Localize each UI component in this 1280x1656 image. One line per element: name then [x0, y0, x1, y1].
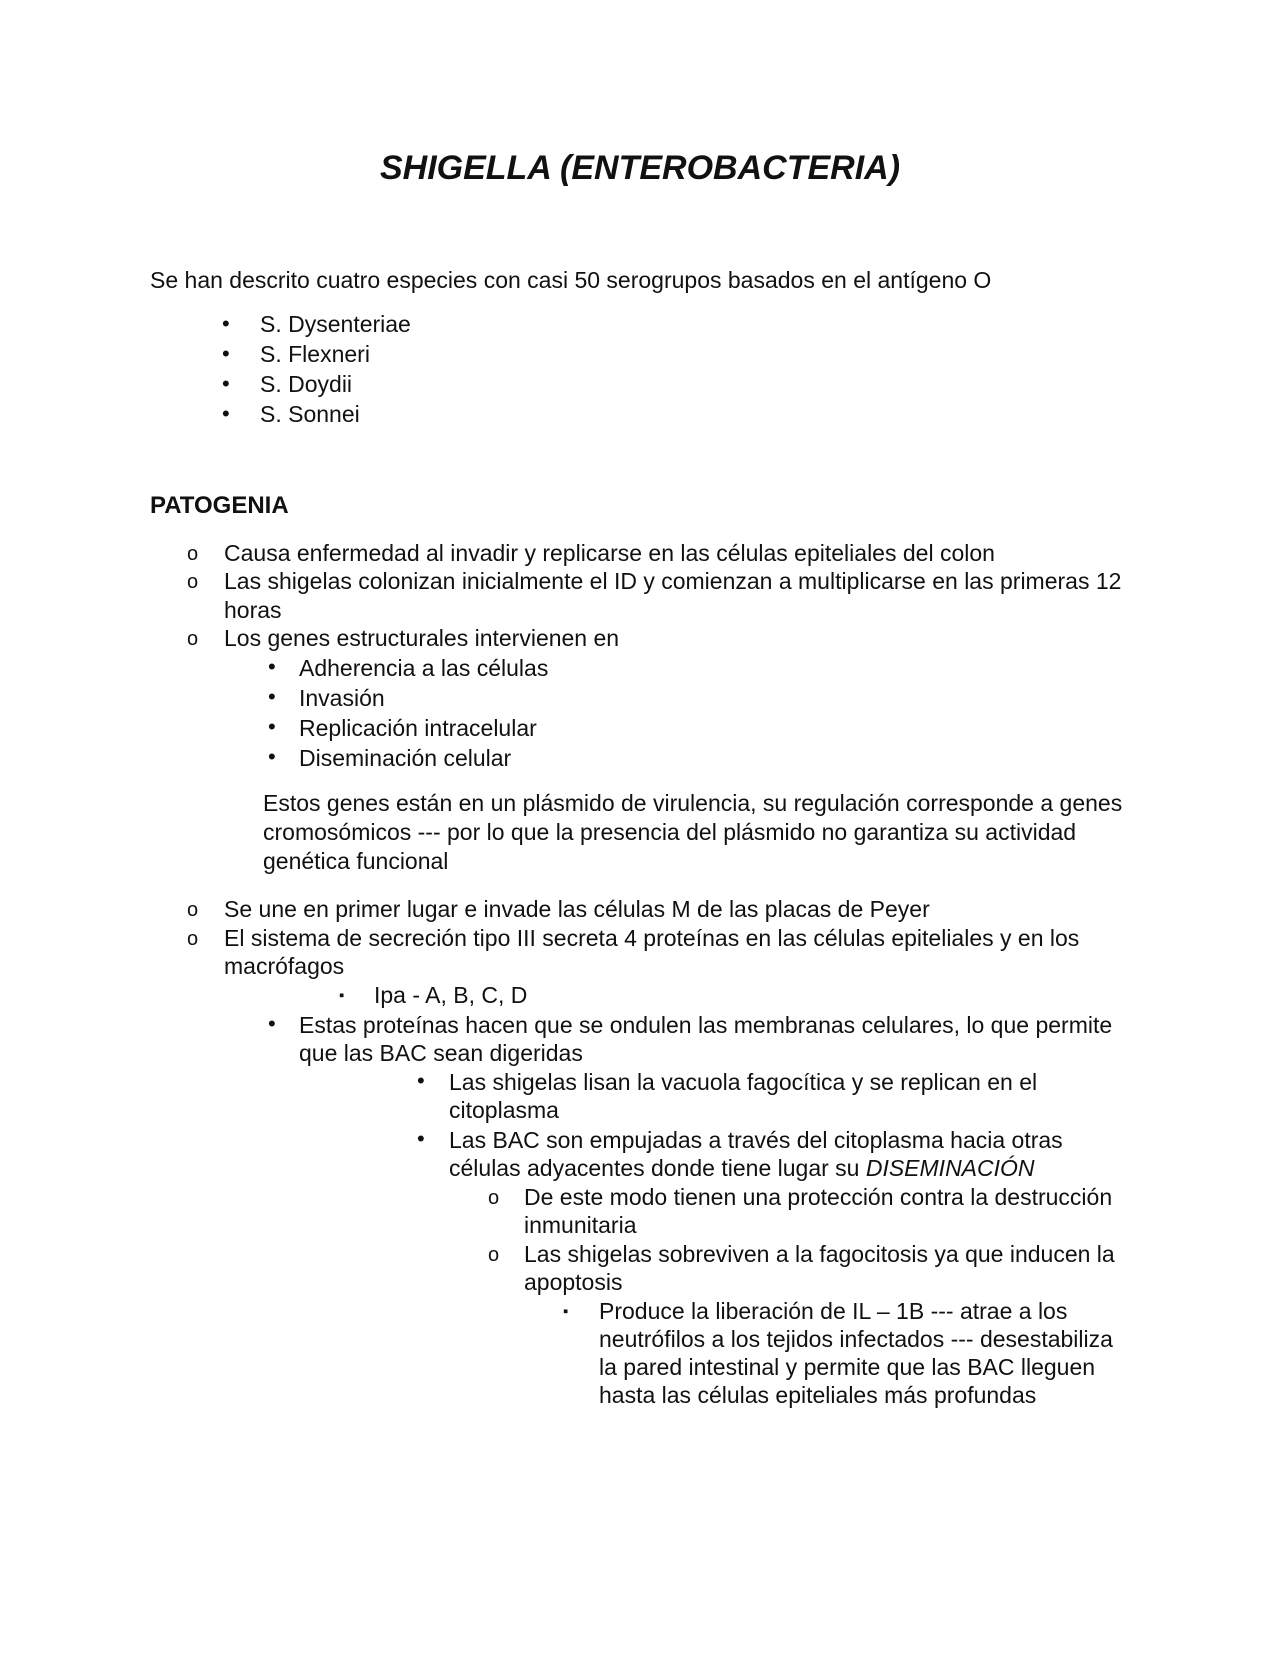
proteins-item-continuation: que las BAC sean digeridas — [299, 1040, 583, 1066]
square-bullet-icon: ▪ — [339, 987, 345, 1004]
gene-item: Diseminación celular — [299, 745, 512, 771]
circle-bullet-icon: o — [488, 1187, 500, 1209]
bullet-icon: • — [417, 1126, 425, 1151]
square-bullet-icon: ▪ — [563, 1303, 569, 1320]
plasmid-paragraph: genética funcional — [263, 848, 449, 874]
il-item-continuation: la pared intestinal y permite que las BAC lleguen — [599, 1354, 1096, 1380]
bullet-icon: • — [268, 1011, 276, 1036]
bullet-icon: • — [268, 714, 276, 739]
bullet-icon: • — [417, 1068, 425, 1093]
patogenia-item: Los genes estructurales intervienen en — [224, 625, 620, 651]
gene-item: Replicación intracelular — [299, 715, 537, 741]
sobreviven-item-continuation: apoptosis — [524, 1269, 623, 1295]
patogenia-item: Se une en primer lugar e invade las células M de las placas de Peyer — [224, 896, 930, 922]
bullet-icon: • — [268, 684, 276, 709]
document-title: SHIGELLA (ENTEROBACTERIA) — [379, 149, 901, 187]
bullet-icon: • — [222, 401, 230, 426]
lisan-item-continuation: citoplasma — [449, 1097, 559, 1123]
circle-bullet-icon: o — [488, 1244, 500, 1266]
species-item: S. Flexneri — [260, 341, 370, 367]
intro-paragraph: Se han descrito cuatro especies con casi 50 serogrupos basados en el antígeno O — [150, 267, 992, 293]
proteins-item: Estas proteínas hacen que se ondulen las membranas celulares, lo que permite — [299, 1012, 1113, 1038]
il-item: Produce la liberación de IL – 1B --- atrae a los — [599, 1298, 1068, 1324]
circle-bullet-icon: o — [187, 928, 199, 950]
bullet-icon: • — [222, 341, 230, 366]
gene-item: Adherencia a las células — [299, 655, 549, 681]
bac-item-continuation — [449, 1154, 1035, 1182]
patogenia-item-continuation: horas — [224, 597, 282, 623]
lisan-item: Las shigelas lisan la vacuola fagocítica y se replican en el — [449, 1069, 1038, 1095]
diseminacion-emphasis: DISEMINACIÓN — [865, 1155, 1035, 1181]
circle-bullet-icon: o — [187, 628, 199, 650]
plasmid-paragraph: cromosómicos --- por lo que la presencia del plásmido no garantiza su actividad — [263, 819, 1077, 845]
il-item-continuation: neutrófilos a los tejidos infectados --- desestabiliza — [599, 1326, 1113, 1352]
bullet-icon: • — [268, 654, 276, 679]
patogenia-item: Causa enfermedad al invadir y replicarse en las células epiteliales del colon — [224, 540, 995, 566]
bullet-icon: • — [268, 744, 276, 769]
bullet-icon: • — [222, 311, 230, 336]
section-heading-patogenia: PATOGENIA — [150, 492, 289, 519]
plasmid-paragraph: Estos genes están en un plásmido de virulencia, su regulación corresponde a genes — [263, 790, 1123, 816]
patogenia-item: Las shigelas colonizan inicialmente el ID y comienzan a multiplicarse en las primeras 12 — [224, 568, 1122, 594]
bullet-icon: • — [222, 371, 230, 396]
il-item-continuation: hasta las células epiteliales más profundas — [599, 1382, 1037, 1408]
proteccion-item: De este modo tienen una protección contra la destrucción — [524, 1184, 1113, 1210]
proteccion-item-continuation: inmunitaria — [524, 1212, 637, 1238]
patogenia-item: El sistema de secreción tipo III secreta 4 proteínas en las células epiteliales y en los — [224, 925, 1080, 951]
bac-item: Las BAC son empujadas a través del citoplasma hacia otras — [449, 1127, 1063, 1153]
gene-item: Invasión — [299, 685, 385, 711]
circle-bullet-icon: o — [187, 571, 199, 593]
circle-bullet-icon: o — [187, 543, 199, 565]
species-item: S. Doydii — [260, 371, 353, 397]
bac-item-text: células adyacentes donde tiene lugar su — [449, 1155, 866, 1181]
sobreviven-item: Las shigelas sobreviven a la fagocitosis ya que inducen la — [524, 1241, 1115, 1267]
ipa-item: Ipa - A, B, C, D — [374, 982, 528, 1008]
species-item: S. Sonnei — [260, 401, 360, 427]
circle-bullet-icon: o — [187, 899, 199, 921]
species-item: S. Dysenteriae — [260, 311, 411, 337]
patogenia-item-continuation: macrófagos — [224, 953, 345, 979]
